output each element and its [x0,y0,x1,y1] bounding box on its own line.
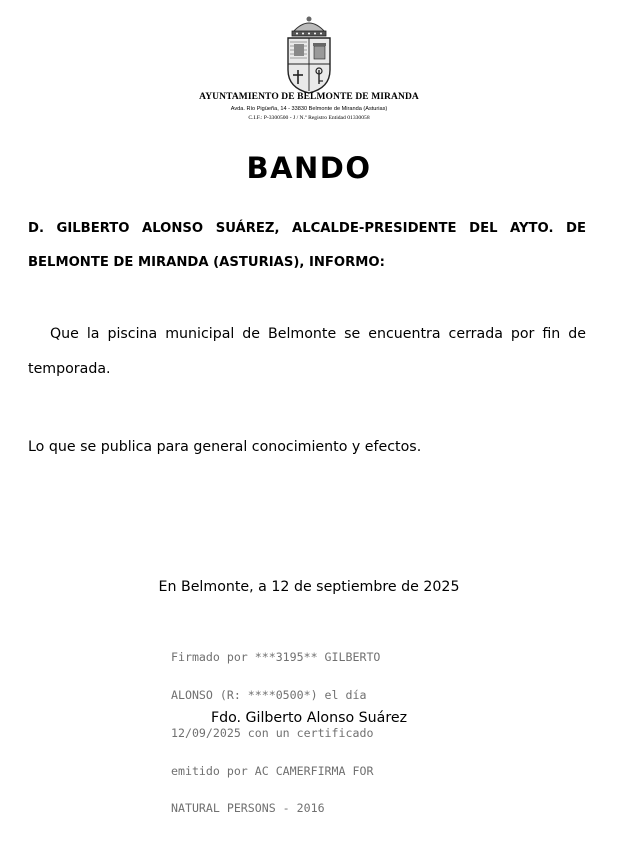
coat-of-arms-icon [283,14,335,94]
stamp-line: Firmado por ***3195** GILBERTO [171,650,381,665]
letterhead-name: AYUNTAMIENTO DE BELMONTE DE MIRANDA [199,92,419,102]
stamp-line: ALONSO (R: ****0500*) el día [171,687,367,702]
digital-signature-stamp [171,626,431,840]
closing-paragraph: Lo que se publica para general conocimiento y efectos. [28,439,422,455]
letterhead-address: Avda. Río Pigüeña, 14 - 33830 Belmonte de Miranda (Asturias) [230,106,388,112]
letterhead-registry: C.I.F.: P-3300500 - J / N.º Registro Entidad 01330058 [248,115,370,121]
stamp-line: 12/09/2025 con un certificado [171,725,374,740]
stamp-line: emitido por AC CAMERFIRMA FOR [171,763,374,778]
signer-name: Fdo. Gilberto Alonso Suárez [210,710,408,726]
document-title: BANDO [246,151,372,185]
body-paragraph: Que la piscina municipal de Belmonte se encuentra cerrada por fin de temporada. [28,326,586,377]
issuer-heading: D. GILBERTO ALONSO SUÁREZ, ALCALDE-PRESIDENTE DEL AYTO. DE BELMONTE DE MIRANDA (ASTURIAS), INFORMO: [28,221,586,270]
stamp-line: NATURAL PERSONS - 2016 [171,801,325,816]
place-date: En Belmonte, a 12 de septiembre de 2025 [158,579,460,595]
